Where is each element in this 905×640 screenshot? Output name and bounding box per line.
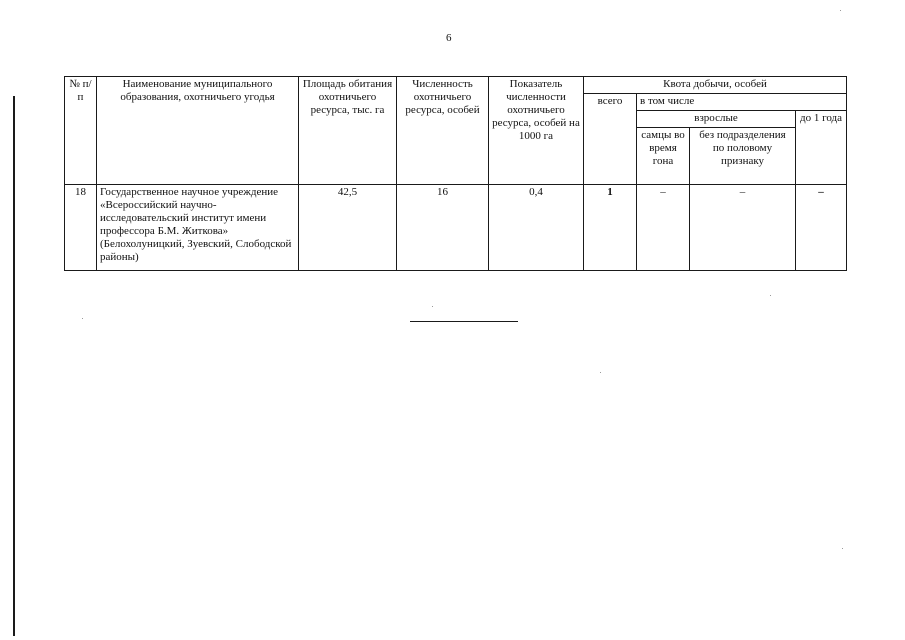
cell-count: 16 — [397, 185, 489, 271]
closing-rule — [410, 321, 518, 322]
scan-speck — [770, 295, 771, 296]
header-count: Численность охотничьего ресурса, особей — [397, 77, 489, 185]
cell-num: 18 — [65, 185, 97, 271]
cell-males-rut: – — [637, 185, 690, 271]
header-including: в том числе — [637, 94, 847, 111]
cell-name: Государственное научное учреждение «Всероссийский научно-исследовательский институт имени профессора Б.М. Житкова» (Белохолуницкий, Зуевский, Слободской районы) — [97, 185, 299, 271]
header-density: Показатель численности охотничьего ресурса, особей на 1000 га — [489, 77, 584, 185]
header-num: № п/п — [65, 77, 97, 185]
quota-table — [64, 76, 847, 271]
header-adults: взрослые — [637, 111, 796, 128]
cell-density: 0,4 — [489, 185, 584, 271]
scan-speck — [842, 548, 843, 549]
table-row — [65, 185, 847, 271]
scan-speck — [82, 318, 83, 319]
scan-edge-line — [13, 96, 15, 636]
scan-speck — [840, 10, 841, 11]
header-area: Площадь обитания охотничьего ресурса, тыс. га — [299, 77, 397, 185]
header-quota: Квота добычи, особей — [584, 77, 847, 94]
cell-under1: – — [796, 185, 847, 271]
page-number: 6 — [446, 32, 452, 44]
header-no-sex: без подразделения по половому признаку — [690, 128, 796, 185]
scan-speck — [600, 372, 601, 373]
header-total: всего — [584, 94, 637, 185]
scan-speck — [432, 306, 433, 307]
cell-no-sex: – — [690, 185, 796, 271]
header-males-rut: самцы во время гона — [637, 128, 690, 185]
header-under1: до 1 года — [796, 111, 847, 185]
header-name: Наименование муниципального образования, охотничьего угодья — [97, 77, 299, 185]
cell-area: 42,5 — [299, 185, 397, 271]
cell-total: 1 — [584, 185, 637, 271]
